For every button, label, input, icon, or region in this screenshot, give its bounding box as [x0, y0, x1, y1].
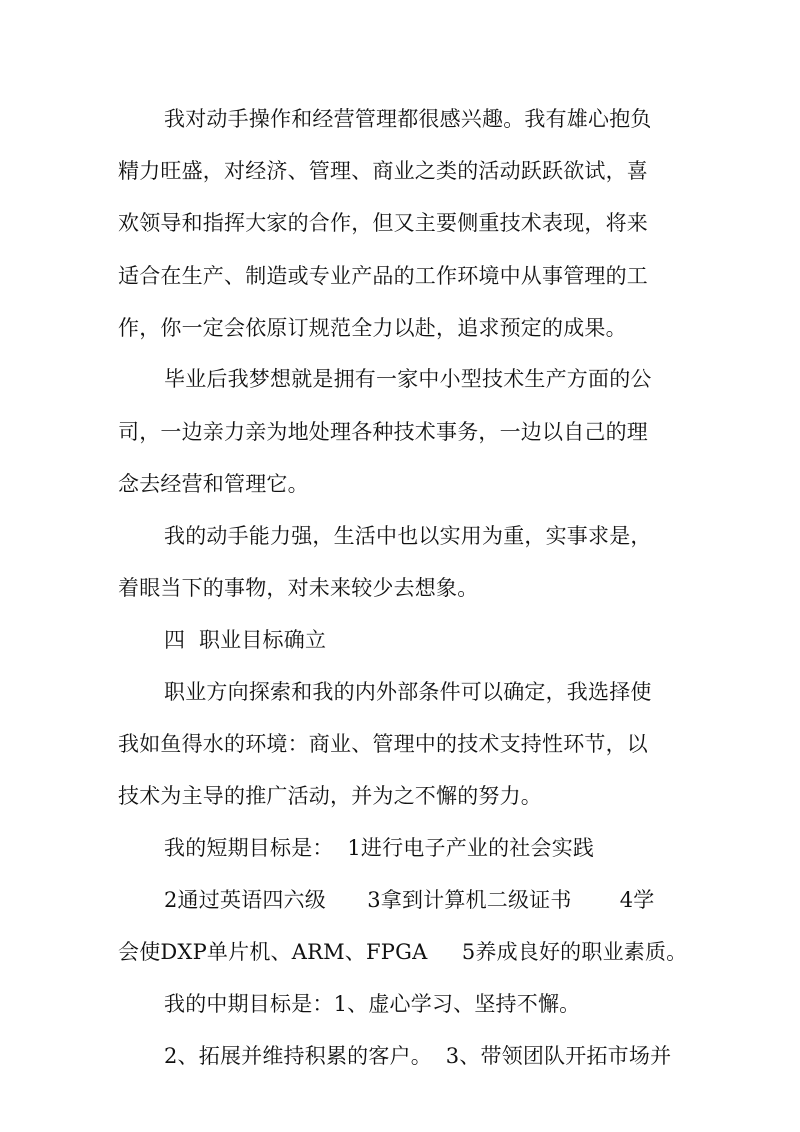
text-line-10: 着眼当下的事物，对未来较少去想象。	[118, 576, 479, 600]
text-line-7: 司，一边亲力亲为地处理各种技术事务，一边以自己的理	[118, 420, 648, 444]
text-line-2: 精力旺盛，对经济、管理、商业之类的活动跃跃欲试，喜	[118, 159, 648, 183]
text-line-12: 职业方向探索和我的内外部条件可以确定，我选择使	[164, 680, 652, 704]
text-line-16: 2通过英语四六级 3拿到计算机二级证书 4学	[164, 888, 655, 912]
text-line-13: 我如鱼得水的环境：商业、管理中的技术支持性环节，以	[118, 732, 648, 756]
section-heading: 四 职业目标确立	[164, 628, 327, 652]
text-line-1: 我对动手操作和经营管理都很感兴趣。我有雄心抱负	[164, 107, 652, 131]
text-line-17: 会使DXP单片机、ARM、FPGA 5养成良好的职业素质。	[118, 940, 688, 964]
text-line-14: 技术为主导的推广活动，并为之不懈的努力。	[118, 784, 542, 808]
text-line-5: 作，你一定会依原订规范全力以赴，追求预定的成果。	[118, 316, 627, 340]
text-line-4: 适合在生产、制造或专业产品的工作环境中从事管理的工	[118, 264, 648, 288]
text-line-9: 我的动手能力强，生活中也以实用为重，实事求是，	[164, 524, 652, 548]
text-line-6: 毕业后我梦想就是拥有一家中小型技术生产方面的公	[164, 367, 652, 391]
text-line-19: 2、拓展并维持积累的客户。 3、带领团队开拓市场并	[164, 1044, 672, 1068]
text-line-3: 欢领导和指挥大家的合作，但又主要侧重技术表现，将来	[118, 211, 648, 235]
text-line-18: 我的中期目标是：1、虚心学习、坚持不懈。	[164, 992, 581, 1016]
text-line-8: 念去经营和管理它。	[118, 472, 309, 496]
text-line-15: 我的短期目标是： 1进行电子产业的社会实践	[164, 836, 595, 860]
